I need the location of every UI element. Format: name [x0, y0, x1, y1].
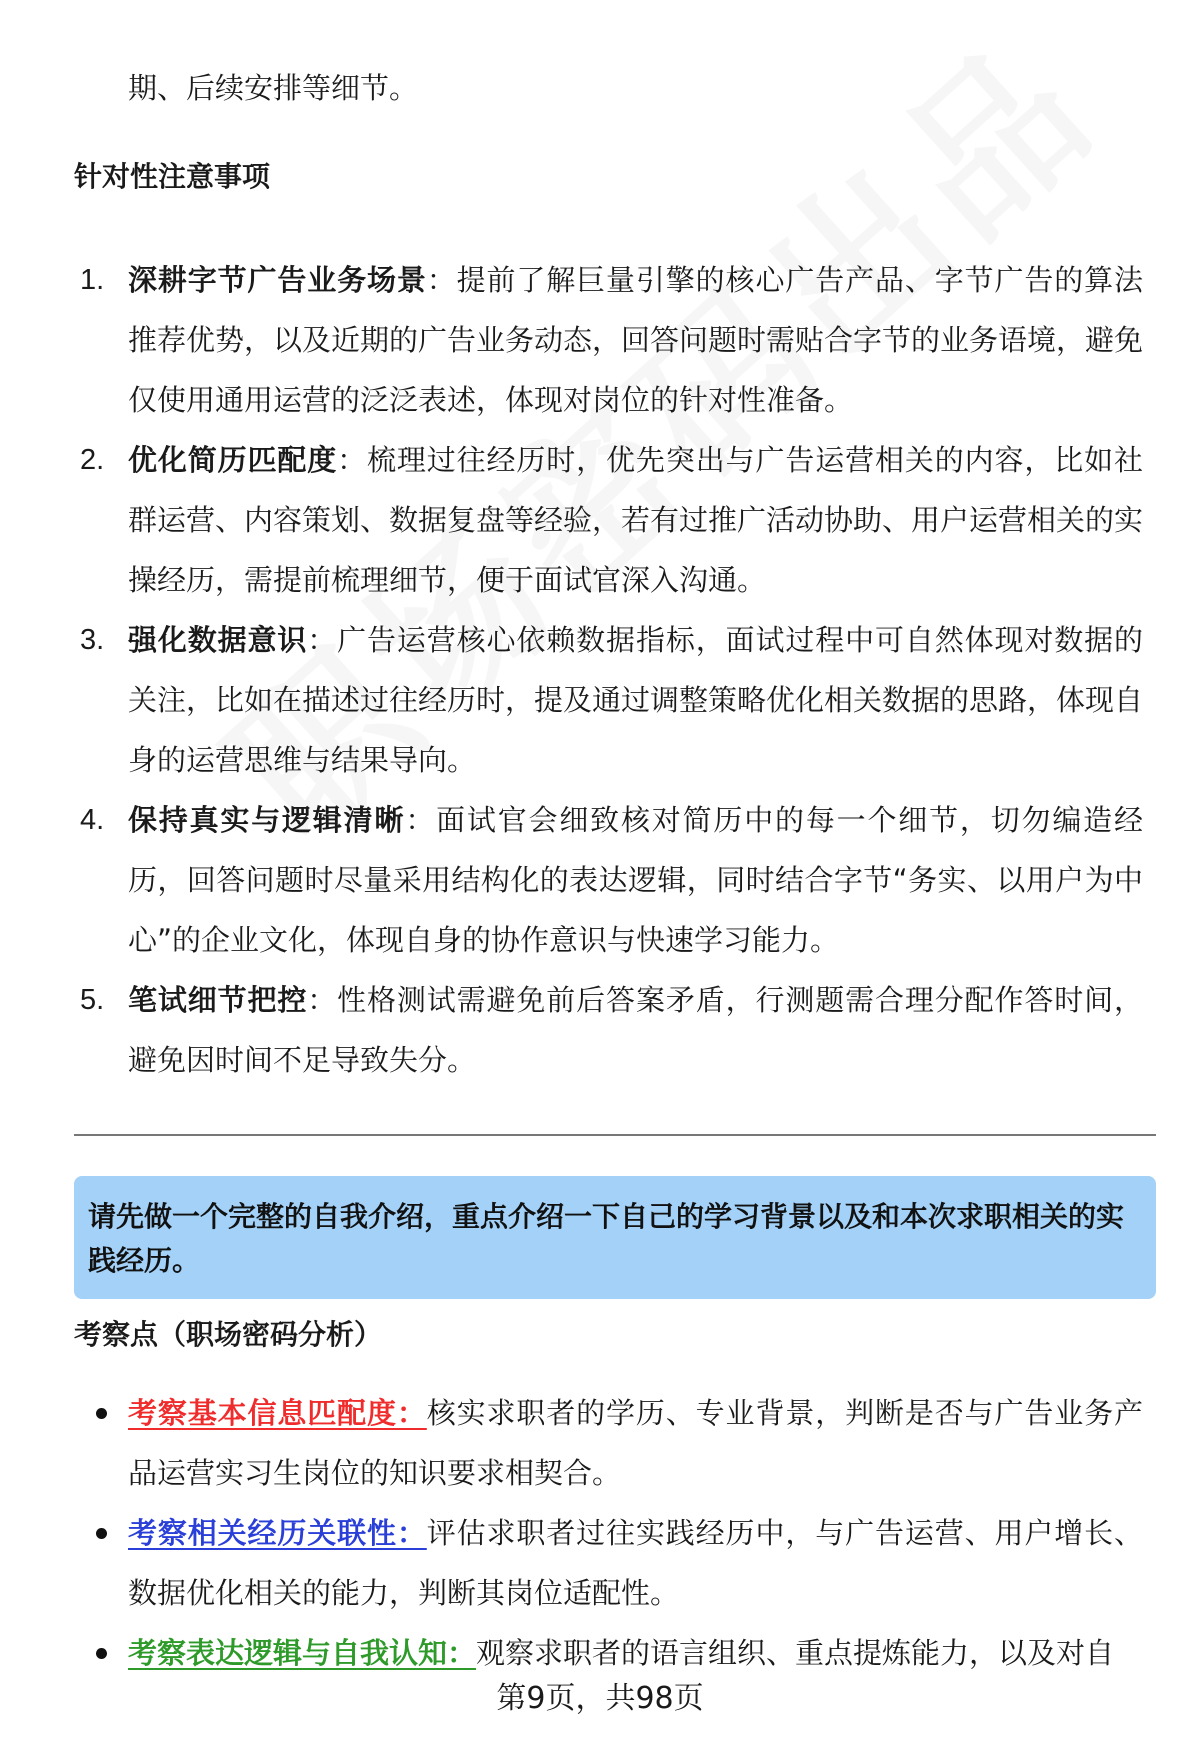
item-body: 核实求职者的学历、专业背景，判断是否与广告业务产品运营实习生岗位的知识要求相契合。 [128, 1396, 1143, 1490]
list-item [80, 970, 1150, 1090]
continuation-text: 期、后续安排等细节。 [128, 71, 419, 105]
item-label: 考察基本信息匹配度： [128, 1396, 427, 1430]
item-label: 深耕字节广告业务场景 [128, 263, 427, 297]
bullet-icon [96, 1528, 107, 1539]
question-box [74, 1176, 1156, 1299]
page-footer: 第9页，共98页 [496, 1681, 704, 1716]
bullet-icon [96, 1408, 107, 1419]
list-item [80, 610, 1150, 790]
list-number: 5. [80, 984, 105, 1016]
item-label: 笔试细节把控 [128, 983, 308, 1017]
section-title-analysis: 考察点（职场密码分析） [74, 1318, 383, 1351]
list-item-text [128, 790, 1143, 970]
list-item [80, 250, 1150, 430]
section-title-notes: 针对性注意事项 [74, 160, 271, 193]
list-item-text [128, 1503, 1143, 1623]
list-item-text [128, 970, 1143, 1090]
list-number: 4. [80, 804, 105, 836]
section-divider [74, 1134, 1156, 1136]
item-body: ：梳理过往经历时，优先突出与广告运营相关的内容，比如社群运营、内容策划、数据复盘等经验，若有过推广活动协助、用户运营相关的实操经历，需提前梳理细节，便于面试官深入沟通。 [128, 443, 1144, 597]
item-body: ：提前了解巨量引擎的核心广告产品、字节广告的算法推荐优势，以及近期的广告业务动态，回答问题时需贴合字节的业务语境，避免仅使用通用运营的泛泛表述，体现对岗位的针对性准备。 [128, 263, 1144, 417]
question-text: 请先做一个完整的自我介绍，重点介绍一下自己的学习背景以及和本次求职相关的实践经历。 [88, 1200, 1125, 1277]
item-body: ：面试官会细致核对简历中的每一个细节，切勿编造经历，回答问题时尽量采用结构化的表达逻辑，同时结合字节“务实、以用户为中心”的企业文化，体现自身的协作意识与快速学习能力。 [128, 803, 1143, 957]
item-body: 观察求职者的语言组织、重点提炼能力，以及对自 [476, 1636, 1115, 1670]
list-item [96, 1503, 1150, 1623]
bullet-icon [96, 1648, 107, 1659]
item-body: ：性格测试需避免前后答案矛盾，行测题需合理分配作答时间，避免因时间不足导致失分。 [128, 983, 1143, 1077]
item-body: ：广告运营核心依赖数据指标，面试过程中可自然体现对数据的关注，比如在描述过往经历时，提及通过调整策略优化相关数据的思路，体现自身的运营思维与结果导向。 [128, 623, 1144, 777]
item-label: 保持真实与逻辑清晰 [128, 803, 406, 837]
item-label: 考察表达逻辑与自我认知： [128, 1636, 477, 1670]
list-item-text [128, 610, 1143, 790]
list-item-text [128, 250, 1143, 430]
list-number: 3. [80, 624, 105, 656]
list-number: 2. [80, 444, 105, 476]
item-label: 优化简历匹配度 [128, 443, 338, 477]
list-item-text [128, 430, 1143, 610]
item-label: 强化数据意识 [128, 623, 308, 657]
ordered-list-notes [80, 250, 1150, 1090]
list-item [96, 1383, 1150, 1503]
list-item [80, 430, 1150, 610]
item-label: 考察相关经历关联性： [128, 1516, 427, 1550]
item-body: 评估求职者过往实践经历中，与广告运营、用户增长、数据优化相关的能力，判断其岗位适配性。 [128, 1516, 1143, 1610]
bullet-list-analysis [96, 1383, 1150, 1683]
list-item-text [128, 1383, 1143, 1503]
list-number: 1. [80, 264, 105, 296]
list-item [80, 790, 1150, 970]
